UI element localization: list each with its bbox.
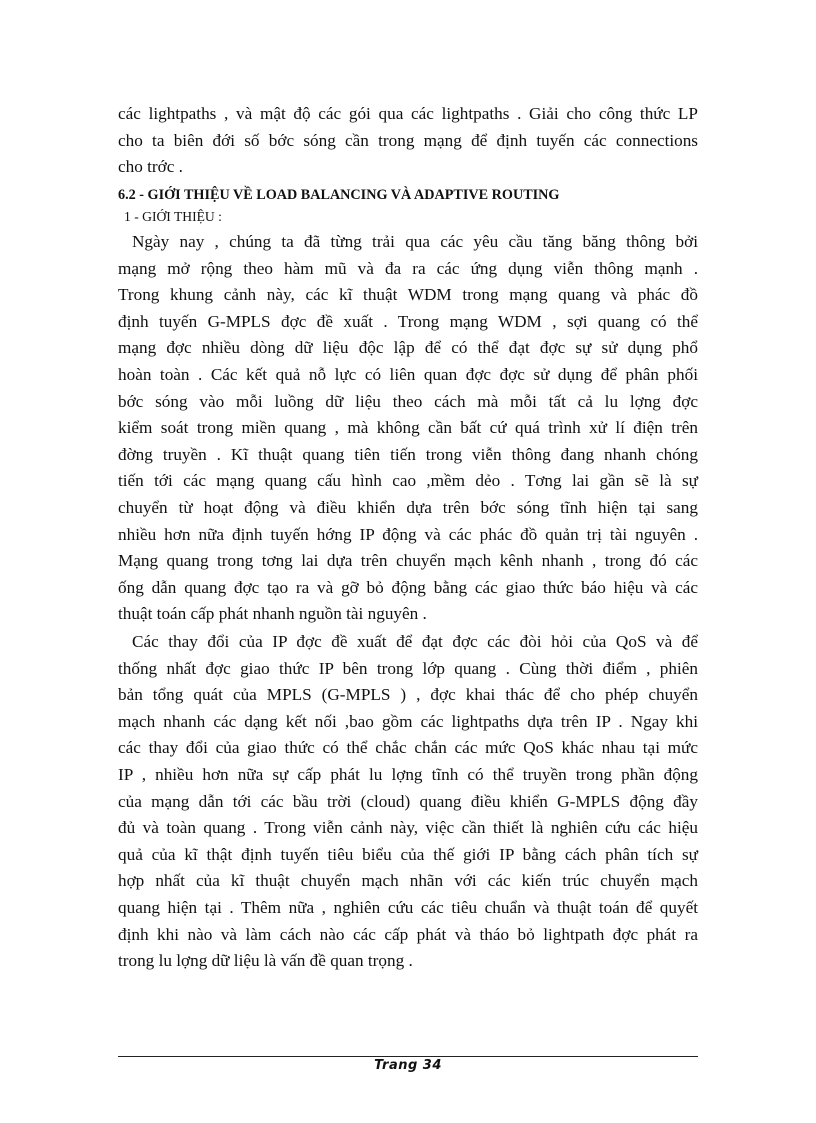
paragraph-line: bản tổng quát của MPLS (G-MPLS ) , đợc khai thác để cho phép chuyển (118, 685, 698, 705)
paragraph-line: đờng truyền . Kĩ thuật quang tiên tiến trong viễn thông đang nhanh chóng (118, 444, 698, 464)
paragraph-line: kiểm soát trong miền quang , mà không cần bất cứ quá trình xử lí điện trên (118, 418, 698, 438)
paragraph-line: hoàn toàn . Các kết quả nỗ lực có liên quan đợc đợc sử dụng để phân phối (118, 364, 698, 384)
paragraph-line: mạng mở rộng theo hàm mũ và đa ra các ứng dụng viễn thông mạnh . (118, 258, 698, 278)
paragraph-line: định khi nào và làm cách nào các cấp phát và tháo bỏ lightpath đợc phát ra (118, 924, 698, 944)
paragraph-line: Ngày nay , chúng ta đã từng trải qua các yêu cầu tăng băng thông bởi (132, 232, 698, 251)
intro-line: các lightpaths , và mật độ các gói qua các lightpaths . Giải cho công thức LP (118, 104, 698, 123)
paragraph-line: chuyển từ hoạt động và điều khiển dựa trên bớc sóng tĩnh hiện tại sang (118, 497, 698, 517)
body-paragraph-1 (118, 229, 698, 628)
intro-line: cho trớc . (118, 157, 183, 177)
intro-paragraph (118, 101, 698, 181)
paragraph-line: của mạng dẫn tới các bầu trời (cloud) quang điều khiển G-MPLS động đầy (118, 791, 698, 811)
paragraph-line: ống dẫn quang đợc tạo ra và gỡ bỏ động bằng các giao thức báo hiệu và các (118, 577, 698, 597)
paragraph-line: Trong khung cảnh này, các kĩ thuật WDM trong mạng quang và phác đồ (118, 285, 698, 305)
subsection-heading: 1 - GIỚI THIỆU : (124, 209, 222, 224)
paragraph-line: nhiều hơn nữa định tuyến hớng IP động và các phác đồ quản trị tài nguyên . (118, 524, 698, 544)
paragraph-line: thống nhất đợc giao thức IP bên trong lớp quang . Cùng thời điểm , phiên (118, 658, 698, 678)
paragraph-line: tiến tới các mạng quang cấu hình cao ,mềm dẻo . Tơng lai gần sẽ là sự (118, 471, 698, 491)
paragraph-line: các thay đổi của giao thức có thể chắc chắn các mức QoS khác nhau tại mức (118, 738, 698, 758)
paragraph-line: quang hiện tại . Thêm nữa , nghiên cứu các tiêu chuẩn và thuật toán để quyết (118, 897, 698, 917)
paragraph-line: trong lu lợng dữ liệu là vấn đề quan trọng . (118, 951, 413, 971)
paragraph-line: Các thay đổi của IP đợc đề xuất để đạt đợc các đòi hỏi của QoS và để (132, 632, 698, 651)
intro-line: cho ta biên đới số bớc sóng cần trong mạng để định tuyến các connections (118, 130, 698, 150)
paragraph-line: bớc sóng vào mỗi luồng dữ liệu theo cách mà mỗi tất cả lu lợng đợc (118, 391, 698, 411)
page-number: Trang 34 (374, 1058, 442, 1073)
section-heading: 6.2 - GIỚI THIỆU VỀ LOAD BALANCING VÀ ADAPTIVE ROUTING (118, 187, 560, 203)
body-paragraph-2 (118, 629, 698, 975)
paragraph-line: thuật toán cấp phát nhanh nguồn tài nguyên . (118, 604, 427, 624)
paragraph-line: Mạng quang trong tơng lai dựa trên chuyển mạch kênh nhanh , trong đó các (118, 551, 698, 571)
paragraph-line: đủ và toàn quang . Trong viễn cảnh này, việc cần thiết là nghiên cứu các hiệu (118, 818, 698, 838)
paragraph-line: quả của kĩ thật định tuyến tiêu biểu của thế giới IP bằng cách phân tích sự (118, 844, 698, 864)
paragraph-line: mạng đợc nhiều dòng dữ liệu độc lập để có thể đạt đợc sự sử dụng phổ (118, 338, 698, 358)
paragraph-line: hợp nhất của kĩ thuật chuyển mạch nhãn với các kiến trúc chuyển mạch (118, 871, 698, 891)
paragraph-line: mạch nhanh các dạng kết nối ,bao gồm các lightpaths dựa trên IP . Ngay khi (118, 711, 698, 731)
paragraph-line: IP , nhiều hơn nữa sự cấp phát lu lợng tĩnh có thể truyền trong phần động (118, 764, 698, 784)
paragraph-line: định tuyến G-MPLS đợc đề xuất . Trong mạng WDM , sợi quang có thể (118, 311, 698, 331)
